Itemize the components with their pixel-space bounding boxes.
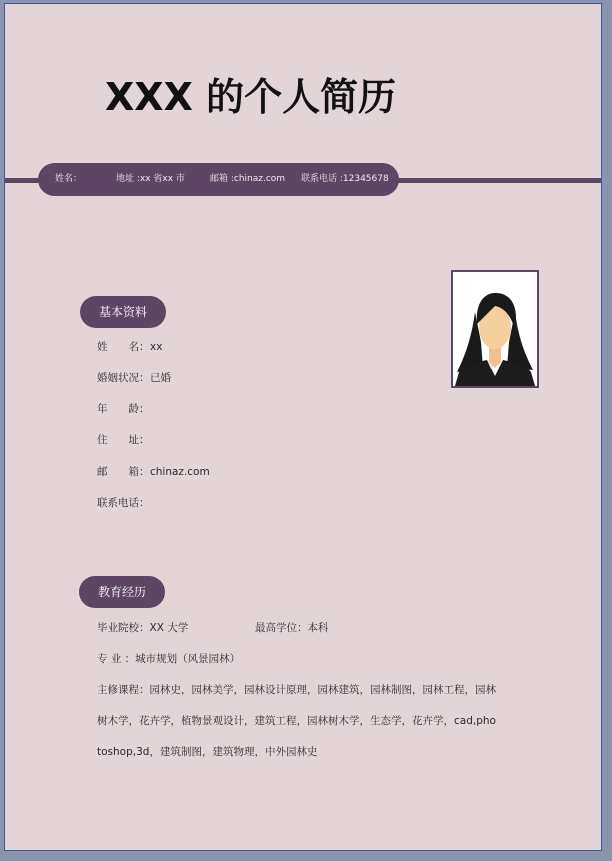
basic-info-heading: 基本资料 bbox=[80, 296, 166, 328]
education-major: 专 业 ：城市规划（风景园林） bbox=[97, 653, 241, 665]
education-school: 毕业院校：XX 大学 bbox=[97, 622, 189, 634]
education-heading: 教育经历 bbox=[79, 576, 165, 608]
contact-address: 地址 :xx 省xx 市 bbox=[116, 174, 185, 184]
female-avatar-icon bbox=[453, 272, 537, 386]
contact-bar bbox=[38, 163, 399, 196]
basic-label-name: 姓 名： bbox=[97, 341, 150, 353]
profile-photo bbox=[451, 270, 539, 388]
resume-title: XXX 的个人简历 bbox=[105, 75, 397, 119]
basic-label-age: 年 龄： bbox=[97, 403, 150, 415]
contact-email: 邮箱 :chinaz.com bbox=[210, 174, 286, 184]
basic-row-marital bbox=[97, 370, 171, 385]
basic-row-address bbox=[97, 432, 150, 447]
basic-row-phone bbox=[97, 495, 150, 510]
education-courses-line-3: toshop,3d，建筑制图，建筑物理，中外园林史 bbox=[97, 746, 318, 758]
contact-name: 姓名： bbox=[55, 174, 83, 184]
basic-value-marital: 已婚 bbox=[150, 372, 171, 384]
education-degree: 最高学位：本科 bbox=[255, 622, 329, 634]
contact-phone: 联系电话 :12345678 bbox=[301, 174, 389, 184]
basic-label-email: 邮 箱： bbox=[97, 466, 150, 478]
basic-label-address: 住 址： bbox=[97, 434, 150, 446]
basic-value-email: chinaz.com bbox=[150, 466, 210, 478]
basic-row-email bbox=[97, 464, 210, 479]
basic-value-name: xx bbox=[150, 341, 163, 353]
resume-page bbox=[4, 3, 602, 851]
education-courses-line-1: 主修课程：园林史，园林美学，园林设计原理，园林建筑，园林制图，园林工程，园林 bbox=[97, 684, 496, 696]
education-courses-line-2: 树木学，花卉学，植物景观设计，建筑工程，园林树木学，生态学，花卉学，cad,pho bbox=[97, 715, 496, 727]
basic-label-phone: 联系电话： bbox=[97, 497, 150, 509]
basic-label-marital: 婚姻状况： bbox=[97, 372, 150, 384]
basic-row-age bbox=[97, 401, 150, 416]
basic-row-name bbox=[97, 339, 162, 354]
